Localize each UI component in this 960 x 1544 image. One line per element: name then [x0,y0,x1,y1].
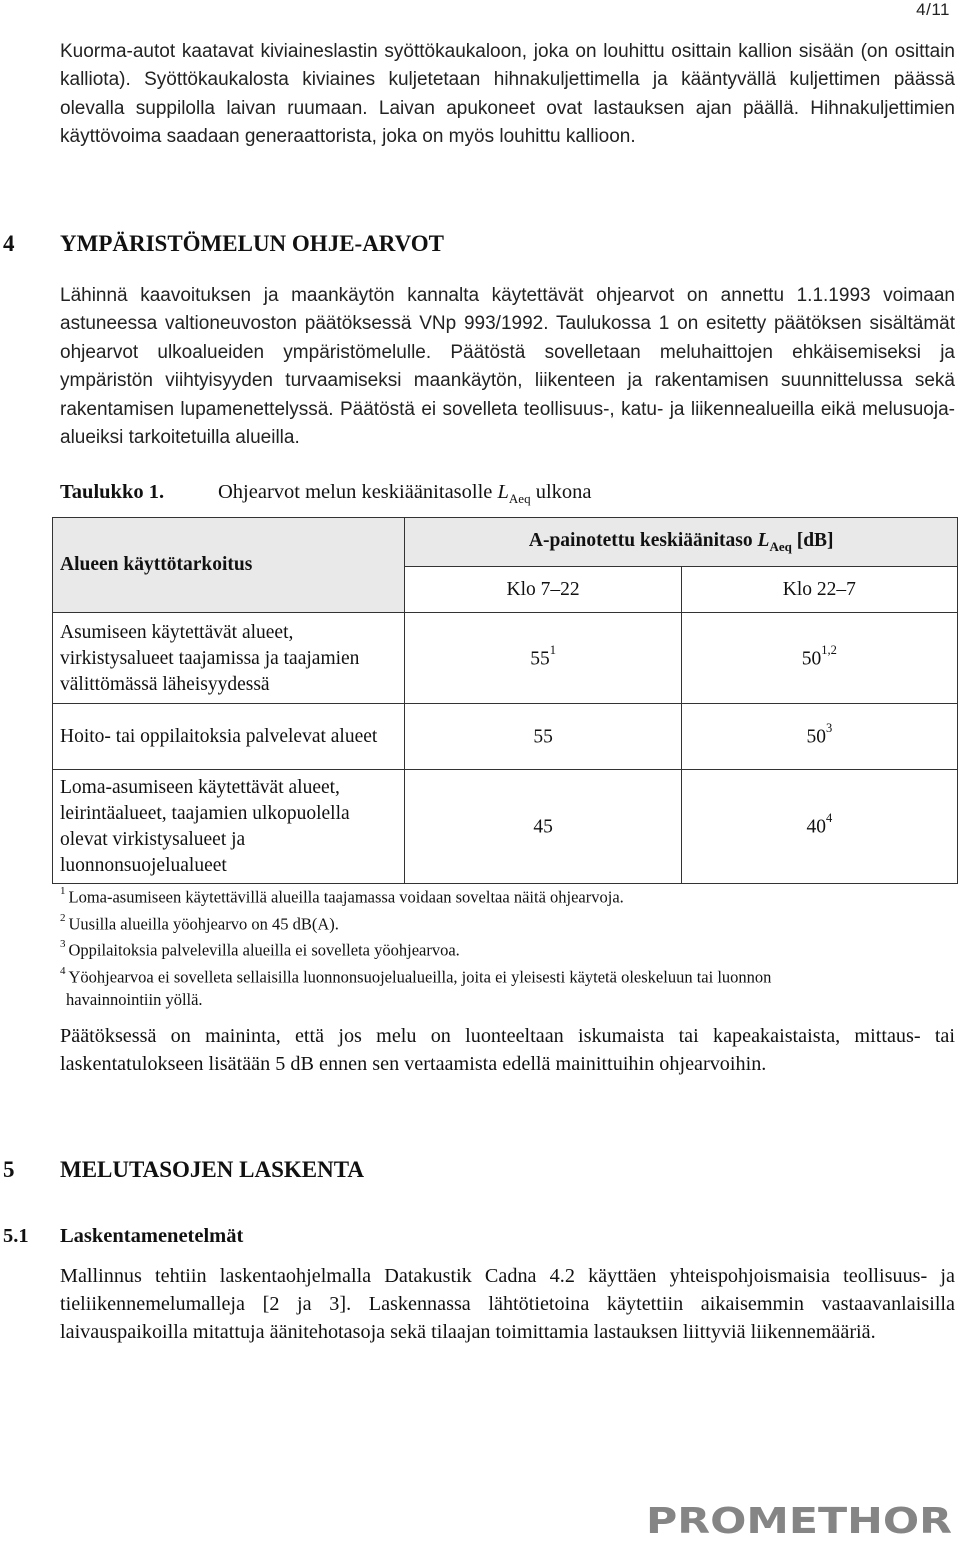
table-caption [60,478,592,513]
day-value: 55 [530,648,550,670]
header-night: Klo 22–7 [681,567,957,613]
table-footnotes [60,882,957,1011]
night-note: 3 [825,721,833,736]
footnote [60,962,957,1012]
header-level-symbol: L [757,529,770,551]
noise-guideline-table [52,517,958,884]
header-level [405,518,958,567]
table-caption-symbol: L [497,481,509,503]
footnote-text: Oppilaitoksia palvelevilla alueilla ei sovelleta yöohjearvoa. [68,940,460,960]
night-note: 4 [825,811,833,826]
day-note: 1 [549,642,556,657]
section-4-heading [0,229,900,259]
row-use: Asumiseen käytettävät alueet, virkistysalueet taajamissa ja taajamien välittömässä läheisyydessä [53,613,405,704]
promethor-logo [646,1502,952,1536]
intro-paragraph: Kuorma-autot kaatavat kiviaineslastin syöttökaukaloon, joka on louhittu osittain kallion sisään (on osittain kalliota). Syöttökaukalosta kiviaines kuljetetaan hihnakuljettimella ja kääntyvällä kuljettimen päässä olevalla suppilolla laivan ruumaan. Laivan apukoneet ovat lastauksen ajan päällä. Hihnakuljettimien käyttövoima saadaan generaattorista, joka on myös louhittu kallioon. [60,41,955,148]
footnote [60,935,957,962]
night-value: 50 [806,726,826,748]
footnote-mark: 4 [60,964,66,977]
footnote-continuation: havainnointiin yöllä. [66,990,203,1009]
section-5-number: 5 [3,1157,15,1182]
table-caption-text: Ohjearvot melun keskiäänitasolle [218,481,498,503]
impulse-note-paragraph: Päätöksessä on maininta, että jos melu on luonteeltaan iskumaista tai kapeakaistaista, mittaus- tai laskentatulokseen lisätään 5 dB ennen sen vertaamista edellä mainittuihin ohjearvoihin. [60,1025,955,1075]
page-number: 4/11 [916,0,950,19]
table-caption-label: Taulukko 1. [60,481,165,503]
row-night-value [681,770,957,884]
table-row [53,770,958,884]
row-day-value [405,613,681,704]
table-row [53,613,958,704]
promethor-logo-text: PROMETHOR [646,1502,952,1536]
section-5-heading [0,1155,900,1185]
section-5-1-heading [0,1222,900,1250]
section-5-1-title: Laskentamenetelmät [60,1225,244,1247]
header-area-use: Alueen käyttötarkoitus [53,518,405,613]
day-value: 45 [533,816,553,838]
footnote [60,882,957,909]
header-level-text: A-painotettu keskiäänitaso [528,529,758,551]
row-use: Loma-asumiseen käytettävät alueet, leirintäalueet, taajamien ulkopuolella olevat virkistysalueet ja luonnonsuojelualueet [53,770,405,884]
row-use: Hoito- tai oppilaitoksia palvelevat alueet [53,704,405,770]
footnote-text: Uusilla alueilla yöohjearvo on 45 dB(A). [68,914,339,933]
day-value: 55 [533,726,553,748]
table-row [53,704,958,770]
header-level-sub: Aeq [769,538,792,554]
night-note: 1,2 [821,642,837,657]
table-caption-tail: ulkona [530,481,592,503]
section-4-paragraph: Lähinnä kaavoituksen ja maankäytön kannalta käytettävät ohjearvot on annettu 1.1.1993 voimaan astuneessa valtioneuvoston päätöksessä VNp 993/1992. Taulukossa 1 on esitetty päätöksen sisältämät ohjearvot ulkoalueiden ympäristömelulle. Päätöstä sovelletaan meluhaittojen ehkäisemiseksi ja ympäristön viihtyisyyden turvaamiseksi maankäytön, liikenteen ja rakentamisen suunnittelussa sekä rakentamisen lupamenettelyssä. Päätöstä ei sovelleta teollisuus-, katu- ja liikennealueilla eikä melusuoja-alueiksi tarkoitetuilla alueilla. [60,285,955,449]
footnote-mark: 3 [60,938,66,950]
night-value: 40 [806,816,826,838]
header-level-unit: [dB] [791,529,834,551]
footnote-text: Loma-asumiseen käytettävillä alueilla taajamassa voidaan soveltaa näitä ohjearvoja. [68,887,624,907]
footnote-mark: 1 [60,885,66,897]
row-day-value [405,704,681,770]
footnote-mark: 2 [60,911,66,924]
section-5-1-paragraph: Mallinnus tehtiin laskentaohjelmalla Datakustik Cadna 4.2 käyttäen yhteispohjoismaisia teollisuus- ja tieliikennemelumalleja [2 ja 3]. Laskennassa lähtötietoina käytettiin aikaisemmin vastaavanlaisilla laivauspaikoilla mitattuja äänitehotasoja sekä tilaajan toimittamia lastauksen liittyviä liikennemääriä. [60,1265,955,1343]
section-4-number: 4 [3,231,15,256]
table-caption-sub: Aeq [508,491,531,507]
row-night-value [681,613,957,704]
row-night-value [681,704,957,770]
night-value: 50 [801,648,822,670]
section-5-title: MELUTASOJEN LASKENTA [60,1157,364,1182]
header-day: Klo 7–22 [405,567,681,613]
section-4-title: YMPÄRISTÖMELUN OHJE-ARVOT [60,231,444,256]
row-day-value [405,770,681,884]
footnote-text: Yöohjearvoa ei sovelleta sellaisilla luonnonsuojelualueilla, joita ei yleisesti käytetä oleskeluun tai luonnon [68,967,772,986]
footnote [60,909,957,936]
section-5-1-number: 5.1 [3,1225,29,1247]
